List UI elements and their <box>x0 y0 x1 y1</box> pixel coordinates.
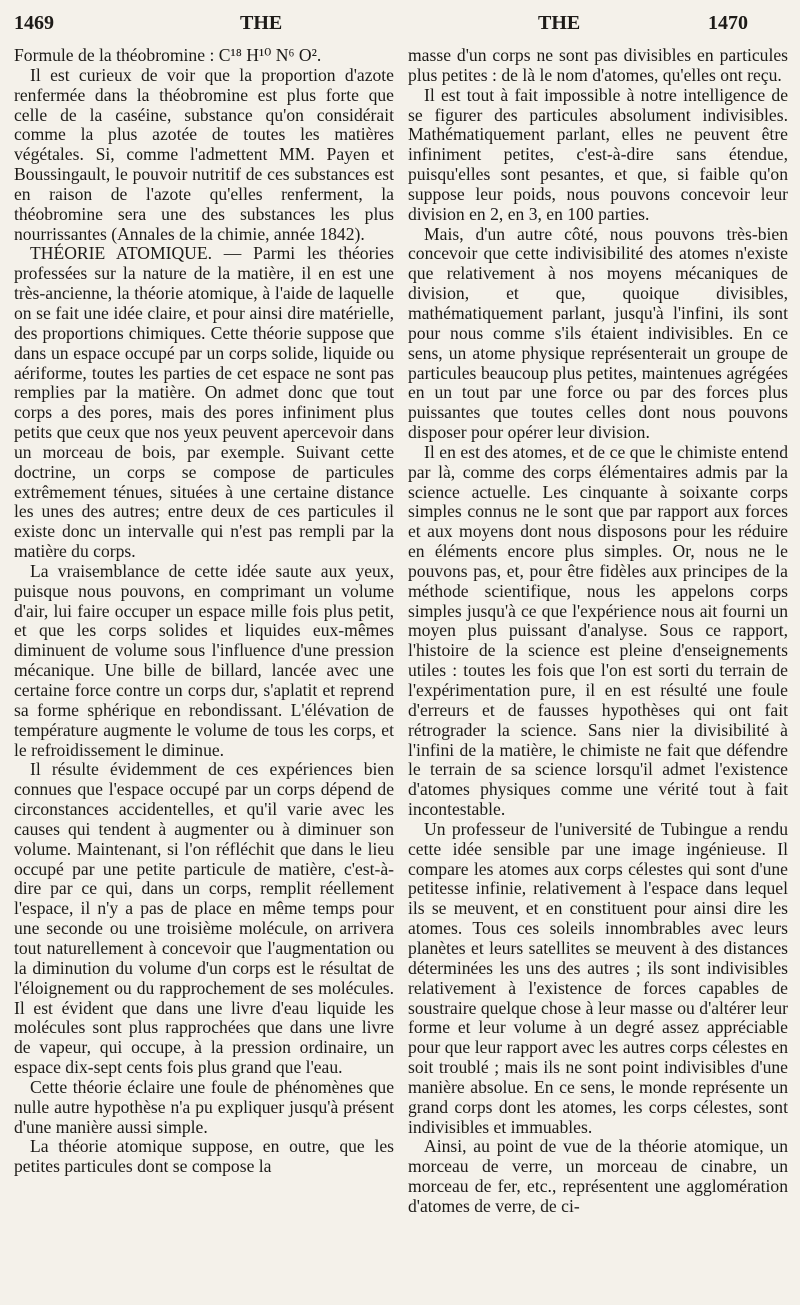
running-head-right: THE <box>538 12 581 34</box>
paragraph: Il est curieux de voir que la proportion d'azote renfermée dans la théobromine est plus forte que celle de la caséine, substance qu'on considérait comme la plus azotée de toutes les matières végétales. Si, comme l'admettent MM. Payen et Boussingault, le pouvoir nutritif de ces substances est en raison de l'azote qu'elles renferment, la théobromine sera une des substances les plus nourrissantes (Annales de la chimie, année 1842). <box>14 64 394 244</box>
paragraph: THÉORIE ATOMIQUE. — Parmi les théories professées sur la nature de la matière, il en est une très-ancienne, la théorie atomique, à l'aide de laquelle on se fait une idée claire, et pour ainsi dire matérielle, des proportions chimiques. Cette théorie suppose que dans un espace occupé par un corps solide, liquide ou aériforme, toutes les parties de cet espace ne sont pas remplies par la matière. On admet donc que tout corps a des pores, mais des pores infiniment plus petits que ceux que nos yeux peuvent apercevoir dans un morceau de bois, par exemple. Suivant cette doctrine, un corps se compose de particules extrêmement ténues, situées à une certaine distance les unes des autres; entre deux de ces particules il existe donc un intervalle qui n'est pas rempli par la matière du corps. <box>14 243 394 562</box>
paragraph: La vraisemblance de cette idée saute aux yeux, puisque nous pouvons, en comprimant un volume d'air, lui faire occuper un espace mille fois plus petit, et que les corps solides et liquides eux-mêmes diminuent de volume sous l'influence d'une pression mécanique. Une bille de billard, lancée avec une certaine force contre un corps dur, s'aplatit et reprend sa forme sphérique en rebondissant. L'élévation de température augmente le volume de tous les corps, et le refroidissement le diminue. <box>14 560 394 760</box>
page-number-right: 1470 <box>708 12 748 34</box>
paragraph: Cette théorie éclaire une foule de phénomènes que nulle autre hypothèse n'a pu expliquer jusqu'à présent d'une manière aussi simple. <box>14 1076 394 1137</box>
paragraph: La théorie atomique suppose, en outre, que les petites particules dont se compose la <box>14 1136 394 1177</box>
formula-line: Formule de la théobromine : C¹⁸ H¹⁰ N⁶ O². <box>14 45 322 65</box>
paragraph: Mais, d'un autre côté, nous pouvons très-bien concevoir que cette indivisibilité des atomes n'existe que relativement à nos moyens mécaniques de division, et que, quoique divisibles, mathématiquement parlant, jusqu'à l'infini, ils sont pour nous comme s'ils étaient indivisibles. En ce sens, un atome physique représenterait un groupe de particules beaucoup plus petites, maintenues agrégées en un tout par une force ou par des forces plus puissantes que toutes celles dont nous pouvons disposer pour opérer leur division. <box>408 223 788 443</box>
left-column <box>14 46 394 1177</box>
running-head-left: THE <box>240 12 283 34</box>
page-number-left: 1469 <box>14 12 54 34</box>
paragraph: masse d'un corps ne sont pas divisibles en particules plus petites : de là le nom d'atomes, qu'elles ont reçu. <box>408 45 788 85</box>
paragraph: Il en est des atomes, et de ce que le chimiste entend par là, comme des corps élémentaires admis par la science actuelle. Les cinquante à soixante corps simples connus ne le sont que par rapport aux forces et aux moyens dont nous disposons pour les réduire en éléments encore plus simples. Or, nous ne le pouvons pas, et, pour être fidèles aux principes de la méthode scientifique, nous les appelons corps simples jusqu'à ce que l'expérience nous ait fourni un moyen plus puissant d'analyse. Sous ce rapport, l'histoire de la science est pleine d'enseignements utiles : toutes les fois que l'on est sorti du terrain de l'expérimentation pure, il en est résulté une foule d'erreurs et de fausses hypothèses qui ont fait rétrograder la science. Sans nier la divisibilité à l'infini de la matière, le chimiste ne fait que défendre le terrain de sa science lorsqu'il admet l'existence d'atomes physiques comme une vérité tout à fait incontestable. <box>408 441 788 820</box>
paragraph: Il résulte évidemment de ces expériences bien connues que l'espace occupé par un corps dépend de circonstances accidentelles, et qu'il varie avec les causes qui tendent à augmenter ou à diminuer son volume. Maintenant, si l'on réfléchit que dans le lieu occupé par une petite particule de matière, c'est-à-dire par ce qui, dans un corps, remplit réellement l'espace, il n'y a pas de place en même temps pour une seconde ou une troisième molécule, on arrivera tout naturellement à concevoir que l'augmentation ou la diminution du volume d'un corps est le résultat de l'éloignement ou du rapprochement de ses molécules. Il est évident que dans une livre d'eau liquide les molécules sont plus rapprochées que dans une livre de vapeur, qui occupe, à la pression ordinaire, un espace dix-sept cents fois plus grand que l'eau. <box>14 759 394 1078</box>
paragraph: Ainsi, au point de vue de la théorie atomique, un morceau de verre, un morceau de cinabre, un morceau de fer, etc., représentent une agglomération d'atomes de verre, de ci- <box>408 1136 788 1216</box>
right-column <box>408 46 788 1217</box>
paragraph: Il est tout à fait impossible à notre intelligence de se figurer des particules absolument indivisibles. Mathématiquement parlant, elles ne peuvent être infiniment petites, c'est-à-dire sans étendue, puisqu'elles sont pesantes, et que, si faible qu'on suppose leur poids, nous pouvons concevoir leur division en 2, en 3, en 100 parties. <box>408 84 788 224</box>
running-header <box>0 12 800 42</box>
paragraph: Un professeur de l'université de Tubingue a rendu cette idée sensible par une image ingénieuse. Il compare les atomes aux corps célestes qui sont d'une petitesse infinie, relativement à l'espace dans lequel ils se meuvent, et en constituent pour ainsi dire les atomes. Tous ces soleils innombrables avec leurs planètes et leurs satellites se meuvent à des distances déterminées les uns des autres ; ils sont indivisibles relativement à l'existence de forces capables de soustraire quelque chose à leur masse ou d'altérer leur forme et leur volume à un degré assez appréciable pour que leur rapport avec les autres corps célestes en soit troublé ; mais ils ne sont point indivisibles d'une manière absolue. En ce sens, le monde représente un grand corps dont les atomes, les corps célestes, sont indivisibles et immuables. <box>408 818 788 1137</box>
